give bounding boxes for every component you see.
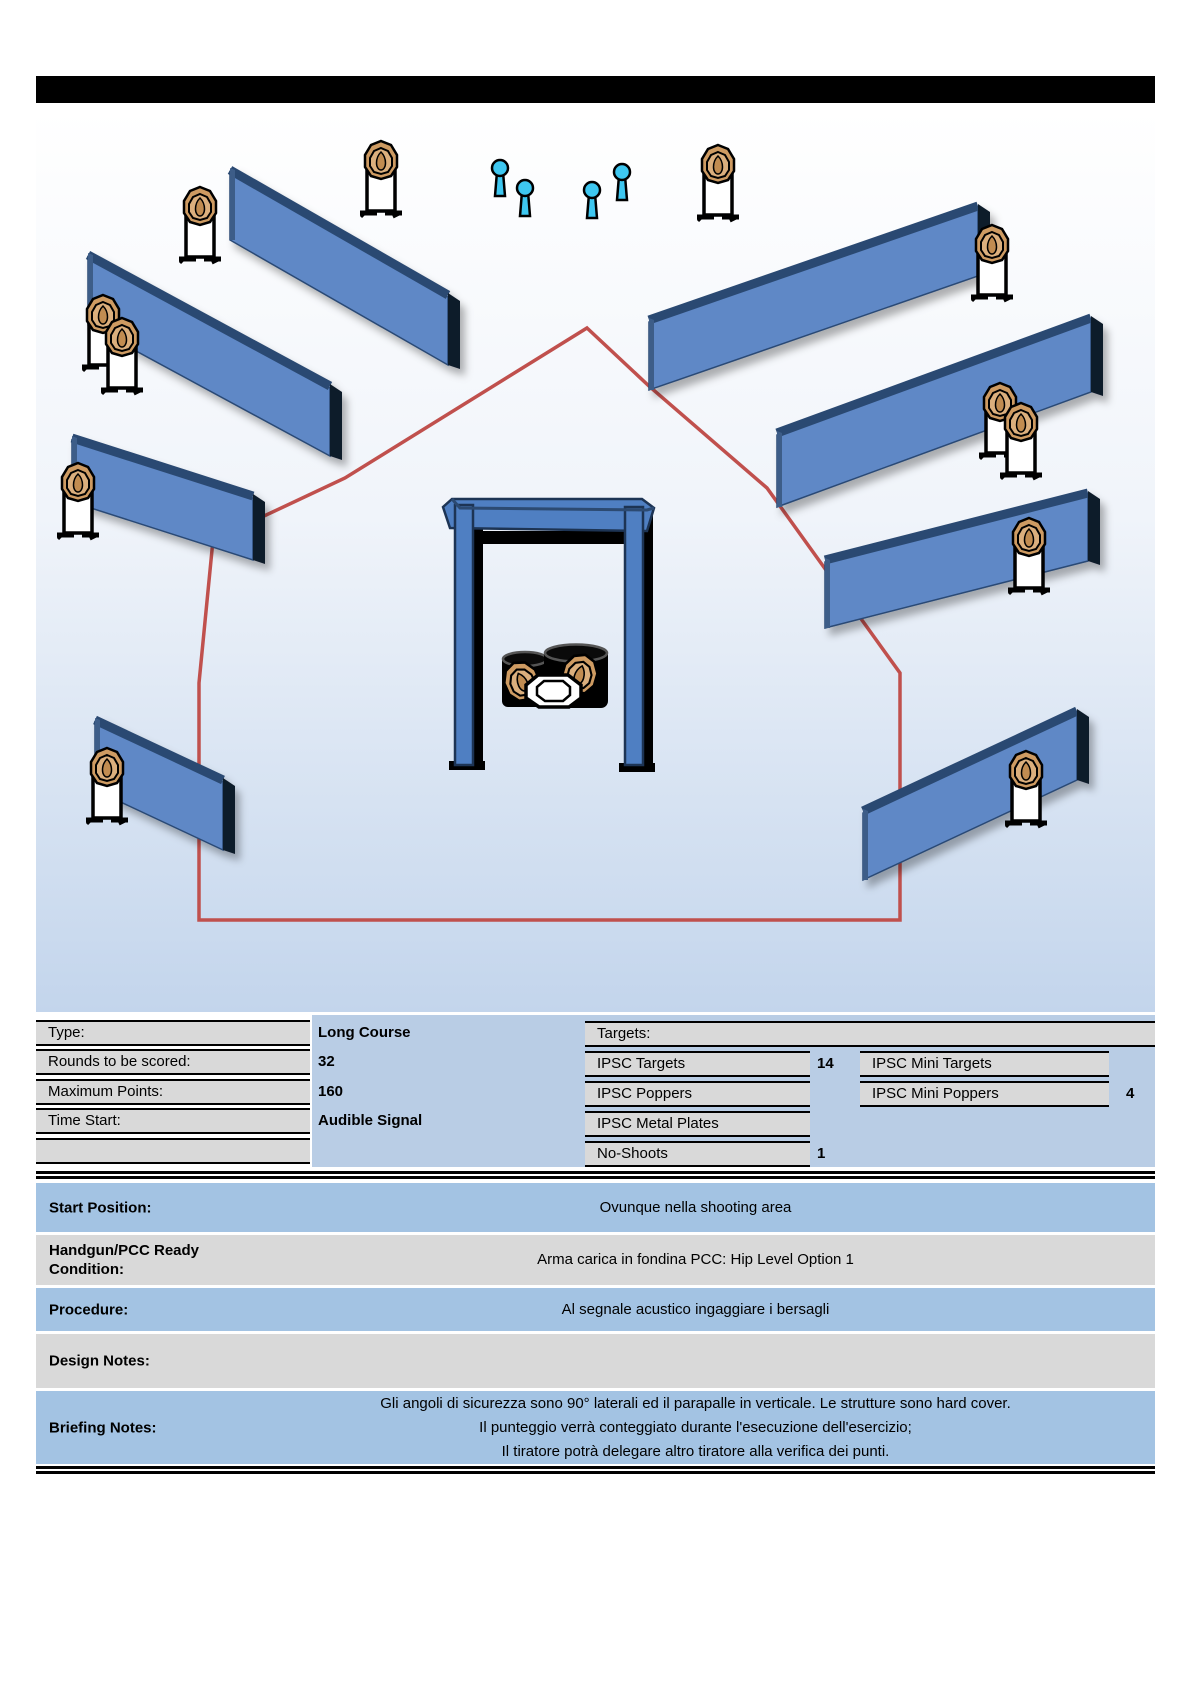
design-notes-row	[36, 1334, 1155, 1388]
separator-line	[36, 1176, 1155, 1179]
ipsc-target-icon	[179, 187, 221, 263]
briefing-line-1: Gli angoli di sicurezza sono 90° laterali ed il parapalle in verticale. Le strutture sono hard cover.	[380, 1394, 1011, 1412]
start-position-value: Ovunque nella shooting area	[599, 1198, 792, 1216]
ipsc-target-icon	[101, 318, 143, 394]
rounds-label: Rounds to be scored:	[36, 1049, 310, 1075]
separator-line	[36, 1171, 1155, 1174]
ipsc-target-icon	[57, 463, 99, 539]
bottom-line	[36, 1466, 1155, 1469]
bottom-line	[36, 1471, 1155, 1474]
title-bar	[36, 76, 1155, 103]
briefing-notes-value	[276, 1392, 1115, 1464]
type-value: Long Course	[318, 1024, 411, 1041]
briefing-notes-label: Briefing Notes:	[49, 1419, 157, 1436]
mini-poppers-label: IPSC Mini Poppers	[860, 1081, 1109, 1107]
points-value: 160	[318, 1083, 344, 1100]
procedure-label: Procedure:	[49, 1301, 129, 1318]
ipsc-target-icon	[1008, 518, 1050, 594]
no-shoots-label: No-Shoots	[585, 1141, 810, 1167]
ipsc-target-icon	[971, 225, 1013, 301]
design-notes-label: Design Notes:	[49, 1352, 150, 1370]
stage-diagram	[36, 110, 1155, 1012]
start-position-label: Start Position:	[49, 1199, 152, 1216]
procedure-value: Al segnale acustico ingaggiare i bersagli	[561, 1300, 830, 1318]
ready-condition-row	[36, 1235, 1155, 1285]
mini-poppers-count: 4	[1126, 1085, 1135, 1102]
ready-condition-value: Arma carica in fondina PCC: Hip Level Option 1	[537, 1251, 854, 1268]
empty-label-cell	[36, 1138, 310, 1164]
time-start-label: Time Start:	[36, 1108, 310, 1134]
ipsc-target-icon	[1005, 751, 1047, 827]
metal-plates-label: IPSC Metal Plates	[585, 1111, 810, 1137]
barrel-stack	[498, 645, 608, 709]
points-label: Maximum Points:	[36, 1079, 310, 1105]
ipsc-target-icon	[697, 145, 739, 221]
start-position-row	[36, 1183, 1155, 1232]
ready-condition-label: Handgun/PCC Ready Condition:	[49, 1242, 200, 1278]
rounds-value: 32	[318, 1053, 335, 1070]
ipsc-target-icon	[360, 141, 402, 217]
ipsc-target-icon	[1000, 403, 1042, 479]
ipsc-targets-label: IPSC Targets	[585, 1051, 810, 1077]
briefing-line-3: Il tiratore potrà delegare altro tiratore alla verifica dei punti.	[501, 1442, 890, 1460]
briefing-notes-row	[36, 1391, 1155, 1464]
stage-info-table	[36, 1015, 1155, 1167]
no-shoot-icon	[526, 675, 581, 707]
briefing-line-2: Il punteggio verrà conteggiato durante l'esecuzione dell'esercizio;	[479, 1418, 912, 1436]
ipsc-targets-count: 14	[817, 1055, 834, 1072]
time-start-value: Audible Signal	[318, 1112, 423, 1129]
no-shoots-count: 1	[817, 1145, 826, 1162]
mini-targets-label: IPSC Mini Targets	[860, 1051, 1109, 1077]
ipsc-poppers-label: IPSC Poppers	[585, 1081, 810, 1107]
procedure-row	[36, 1288, 1155, 1331]
ipsc-target-icon	[86, 748, 128, 824]
type-label: Type:	[36, 1020, 310, 1046]
targets-header: Targets:	[585, 1021, 1155, 1047]
